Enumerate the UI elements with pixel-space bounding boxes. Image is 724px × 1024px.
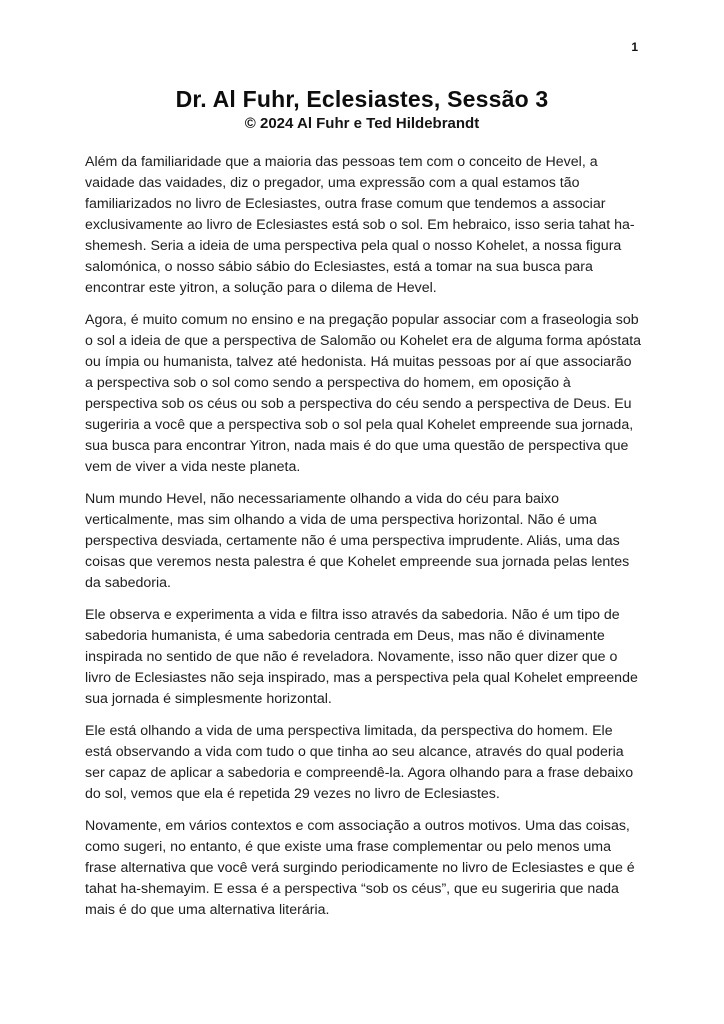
document-body [85,152,643,921]
paragraph-1: Além da familiaridade que a maioria das pessoas tem com o conceito de Hevel, a vaidade das vaidades, diz o pregador, uma expressão com a qual estamos tão familiarizados no livro de Eclesiastes, outra frase comum que tendemos a associar exclusivamente ao livro de Eclesiastes está sob o sol. Em hebraico, isso seria tahat ha-shemesh. Seria a ideia de uma perspectiva pela qual o nosso Kohelet, a nossa figura salomónica, o nosso sábio sábio do Eclesiastes, está a tomar na sua busca para encontrar este yitron, a solução para o dilema de Hevel. [85,154,635,296]
copyright-line: © 2024 Al Fuhr e Ted Hildebrandt [244,115,480,132]
paragraph-6: Novamente, em vários contextos e com associação a outros motivos. Uma das coisas, como sugeri, no entanto, é que existe uma frase complementar ou pelo menos uma frase alternativa que você verá surgindo periodicamente no livro de Eclesiastes e que é tahat ha-shemayim. E essa é a perspectiva “sob os céus”, que eu sugeriria que nada mais é do que uma alternativa literária. [85,818,635,918]
paragraph-5: Ele está olhando a vida de uma perspectiva limitada, da perspectiva do homem. Ele está observando a vida com tudo o que tinha ao seu alcance, através do qual poderia ser capaz de aplicar a sabedoria e compreendê-la. Agora olhando para a frase debaixo do sol, vemos que ela é repetida 29 vezes no livro de Eclesiastes. [85,723,634,802]
paragraph-3: Num mundo Hevel, não necessariamente olhando a vida do céu para baixo verticalmente, mas sim olhando a vida de uma perspectiva horizontal. Não é uma perspectiva desviada, certamente não é uma perspectiva imprudente. Aliás, uma das coisas que veremos nesta palestra é que Kohelet empreende sua jornada pelas lentes da sabedoria. [85,491,630,591]
paragraph-2: Agora, é muito comum no ensino e na pregação popular associar com a fraseologia sob o sol a ideia de que a perspectiva de Salomão ou Kohelet era de alguma forma apóstata ou ímpia ou humanista, talvez até hedonista. Há muitas pessoas por aí que associarão a perspectiva sob o sol como sendo a perspectiva do homem, em oposição à perspectiva sob os céus ou sob a perspectiva do céu sendo a perspectiva de Deus. Eu sugeriria a você que a perspectiva sob o sol pela qual Kohelet empreende sua jornada, sua busca para encontrar Yitron, nada mais é do que uma questão de perspectiva que vem de viver a vida neste planeta. [85,312,642,475]
paragraph-4: Ele observa e experimenta a vida e filtra isso através da sabedoria. Não é um tipo de sabedoria humanista, é uma sabedoria centrada em Deus, mas não é divinamente inspirada no sentido de que não é reveladora. Novamente, isso não quer dizer que o livro de Eclesiastes não seja inspirado, mas a perspectiva pela qual Kohelet empreende sua jornada é simplesmente horizontal. [85,607,638,707]
document-title: Dr. Al Fuhr, Eclesiastes, Sessão 3 [175,86,549,112]
page-number: 1 [631,40,638,54]
